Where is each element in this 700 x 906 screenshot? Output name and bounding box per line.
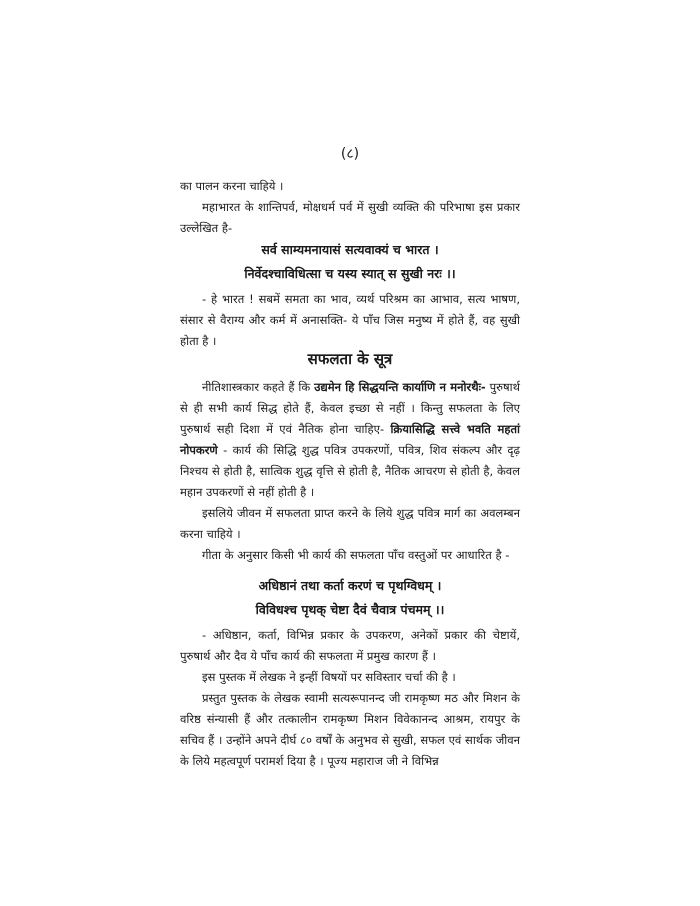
section-heading: सफलता के सूत्र (307, 350, 393, 368)
niti-quote-1: उद्यमेन हि सिद्धयन्ति कार्याणि न मनोरथैः- (314, 380, 486, 394)
verse-2-line-2: विविधश्च पृथक् चेष्टा दैवं चैवात्र पंचमम् ।। (255, 602, 445, 617)
text-block-bottom (180, 625, 520, 772)
paragraph-isliye: इसलिये जीवन में सफलता प्राप्त करने के लिये शुद्ध पवित्र मार्ग का अवलम्बन करना चाहिये । (180, 506, 520, 541)
verse-2-row-2 (180, 599, 520, 620)
line-top: का पालन करना चाहिये । (180, 179, 284, 193)
paragraph-niti (180, 377, 520, 503)
niti-text-e: - कार्य की सिद्धि शुद्ध पवित्र उपकरणों, पवित्र, शिव संकल्प और दृढ़ निश्चय से होती है, सात्विक शुद्ध वृत्ति से होती है, नैतिक आचरण से होती है, केवल महान उपकरणों से नहीं होती है । (180, 443, 520, 499)
verse-2-line-1: अधिष्ठानं तथा कर्ता करणं च पृथग्विधम् । (258, 578, 442, 593)
paragraph-prastut: प्रस्तुत पुस्तक के लेखक स्वामी सत्यरूपानन्द जी रामकृष्ण मठ और मिशन के वरिष्ठ संन्यासी हैं और तत्कालीन रामकृष्ण मिशन विवेकानन्द आश्रम, रायपुर के सचिव हैं । उन्होंने अपने दीर्घ ८० वर्षों के अनुभव से सुखी, सफल एवं सार्थक जीवन के लिये महत्वपूर्ण परामर्श दिया है । पूज्य महाराज जी ने विभिन्न (180, 691, 520, 768)
paragraph-meaning-2: - अधिष्ठान, कर्ता, विभिन्न प्रकार के उपकरण, अनेकों प्रकार की चेष्टायें, पुरुषार्थ और दैव ये पाँच कार्य की सफलता में प्रमुख कारण हैं । (180, 628, 520, 663)
verse-1-row-2 (180, 263, 520, 284)
verse-1-line-2: निर्वेदश्चाविधित्सा च यस्य स्यात् स सुखी नरः ।। (244, 266, 456, 281)
verse-1 (180, 239, 520, 260)
verse-1-line-1: सर्व साम्यमनायासं सत्यवाक्यं च भारत । (261, 242, 439, 257)
niti-text-a: नीतिशास्त्रकार कहते हैं कि (202, 380, 315, 394)
paragraph-pustak: इस पुस्तक में लेखक ने इन्हीं विषयों पर सविस्तार चर्चा की है । (202, 670, 456, 684)
section-heading-block (180, 349, 520, 370)
page-number: (८) (340, 146, 360, 162)
paragraph-mahabharat: महाभारत के शान्तिपर्व, मोक्षधर्म पर्व में सुखी व्यक्ति की परिभाषा इस प्रकार उल्लेखित है- (180, 200, 520, 235)
text-block-meaning-1 (180, 289, 520, 352)
paragraph-gita: गीता के अनुसार किसी भी कार्य की सफलता पाँच वस्तुओं पर आधारित है - (202, 548, 510, 562)
paragraph-meaning-1: - हे भारत ! सबमें समता का भाव, व्यर्थ परिश्रम का आभाव, सत्य भाषण, संसार से वैराग्य और कर्म में अनासक्ति- ये पाँच जिस मनुष्य में होते हैं, वह सुखी होता है । (180, 292, 520, 348)
niti-text-c: पुरुषार्थ से ही सभी कार्य सिद्ध होते हैं, केवल इच्छा से नहीं । किन्तु सफलता के लिए पुरुषार्थ सही दिशा में एवं नैतिक होना चाहिए- (180, 380, 520, 436)
text-block-top (180, 176, 520, 239)
verse-2 (180, 575, 520, 596)
niti-quote-2: क्रियासिद्धि सत्त्वे भवति महतां नोपकरणे (180, 422, 520, 457)
text-block-body (180, 377, 520, 566)
